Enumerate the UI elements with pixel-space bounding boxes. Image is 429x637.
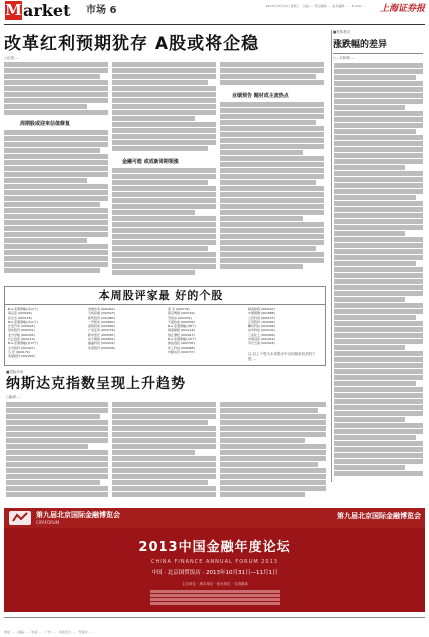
paper-name: 上海证券报 — [379, 4, 425, 14]
stock-entry: 东华科技 (002140) — [248, 328, 275, 333]
stock-entry: 精功科技 (002006) — [248, 324, 275, 329]
stock-entry: 尤夫股份 (002427) — [8, 345, 35, 350]
stock-entry: B.A.宏观策略(共8个) — [168, 324, 197, 329]
brand-rest: arket — [23, 1, 71, 20]
stock-entry: 三友化工 (600409) — [248, 332, 275, 337]
brand-initial: M — [5, 1, 22, 19]
stock-entry: 深圳机场 (000089) — [88, 324, 115, 329]
lower-text-col1 — [6, 402, 108, 502]
lead-text-col1b — [4, 130, 108, 280]
stock-entry: 华工科技 (000988) — [168, 345, 195, 350]
right-column-headline: 涨跌幅的差异 — [333, 40, 388, 50]
stock-entry: B.A.宏观策略(共11个) — [8, 307, 39, 311]
stock-entry: 洪城水务 (600461) — [88, 307, 115, 311]
stock-entry: 冠农股份 (600251) — [8, 328, 35, 333]
stock-entry: 海岛宏 (000526) — [8, 311, 32, 316]
stock-entry: 中国国旅 (601888) — [248, 311, 275, 316]
stock-entry: 钱江摩托 (000913) — [168, 332, 195, 337]
ad-sponsor-heading: 主办单位 · 承办单位 · 协办单位 · 支持媒体 — [181, 582, 248, 586]
lead-subhead-3: 业绩预告 题材成主流热点 — [232, 93, 289, 99]
stock-col-4 — [248, 307, 326, 346]
ad-forum-place: 中国 · 北京国贸饭店 · 2013年10月31日—11月1日 — [151, 570, 278, 576]
masthead — [0, 0, 429, 28]
stock-entry: 民生水 (600118) — [8, 315, 32, 320]
ad-sponsor-list — [150, 590, 280, 608]
ad-org-name: 第九届北京国际金融博览会 — [36, 511, 120, 519]
lead-byline: ○记者 ... — [4, 56, 19, 60]
stock-entry: 新筑股份 (002480) — [88, 315, 115, 320]
stock-panel-rule — [4, 304, 326, 305]
ad-forum-title-en: CHINA FINANCE ANNUAL FORUM 2013 — [151, 559, 278, 565]
ad-forum-title: 2013中国金融年度论坛 — [138, 540, 291, 555]
lead-subhead-2: 金融可能 或成新周期领涨 — [122, 159, 179, 165]
stock-entry: 福晶科技 (002222) — [88, 341, 115, 346]
stock-entry: 燕京啤酒 (000729) — [168, 311, 195, 316]
section-label: 市场 6 — [86, 5, 117, 16]
stock-entry: B.A.宏观策略(共11个) — [8, 319, 39, 324]
page-footer — [4, 617, 425, 634]
stock-entry: 长安汽车 (000625) — [8, 324, 35, 329]
stock-panel-title: 本周股评家最 好的个股 — [98, 289, 224, 302]
lead-text-col3 — [220, 62, 324, 90]
stock-entry: B.A.宏观策略(共9个) — [168, 337, 197, 342]
stock-col-1 — [8, 307, 86, 359]
stock-entry: 广发证券 (000776) — [88, 328, 115, 333]
lead-text-col2b — [112, 168, 216, 280]
right-column-rule — [333, 53, 423, 54]
stock-entry: 天桥起重 (002523) — [88, 311, 115, 316]
stock-entry: 汇冠股份 (300282) — [248, 319, 275, 324]
stock-entry: 一汽轿车 (000800) — [88, 319, 115, 324]
stock-entry: 苏泊尔 (002032) — [168, 315, 192, 320]
edition-info: 2013年10月30日 星期三 · 主编:...· 责任编辑: ... 美术编辑: ... · E-mail: ... — [265, 4, 366, 8]
lead-text-col2 — [112, 62, 216, 156]
stock-entry: 天富热电 (600509) — [168, 319, 195, 324]
right-column-tag: ■机构观点 — [333, 30, 351, 34]
stock-col-2 — [88, 307, 166, 350]
ad-org-name-en: CIFAFORUM — [36, 520, 60, 525]
cifa-logo-icon — [8, 509, 32, 527]
stock-panel-note: 注:以上个股为本周股评中出现频率较高的个股,... — [248, 352, 316, 361]
stock-col-3 — [168, 307, 246, 354]
stock-entry: 兰花科创 (600123) — [248, 315, 275, 320]
stock-entry: 五 洋 (600179) — [8, 349, 30, 354]
right-column-byline: ○...分析师 ... — [333, 56, 355, 60]
lead-headline: 改革红利预期犹存 A股或将企稳 — [4, 34, 260, 54]
stock-entry: 兆驰股份 (002429) — [8, 354, 35, 359]
footer-text: 地址: ... · 邮编: ... · 电话: ... · 广告: ... · 本报发行: ... · 零售价: ... — [4, 630, 93, 634]
stock-entry: 中国远洋 (601919) — [248, 337, 275, 342]
stock-entry: 北方导航 (600435) — [8, 332, 35, 337]
stock-entry: 东方明珠 (600832) — [88, 337, 115, 342]
lead-text-col1 — [4, 62, 108, 118]
stock-entry: 长江投资 (600119) — [8, 337, 35, 342]
masthead-rule — [4, 24, 425, 25]
lead-text-col3b — [220, 102, 324, 280]
lower-text-col3 — [220, 402, 326, 502]
stock-entry: 联美控股 (600167) — [248, 307, 275, 311]
stock-entry: 中粮屯河 (600737) — [168, 349, 195, 354]
right-column-text — [334, 63, 423, 481]
stock-entry: 海南橡胶 (601118) — [168, 328, 195, 333]
stock-entry: 苏宁云商 (002024) — [248, 341, 275, 346]
stock-entry: 华西股份 (000936) — [88, 345, 115, 350]
lower-text-col2 — [112, 402, 216, 502]
stock-entry: 新华医疗 (600587) — [88, 332, 115, 337]
lower-article-tag: ■国际市场 — [6, 370, 24, 374]
lead-subhead-1: 周期股或迎来估值修复 — [20, 121, 71, 127]
ad-right-label: 第九届北京国际金融博览会 — [337, 512, 421, 520]
stock-entry: B.A.宏观策略(共13个) — [8, 341, 39, 346]
stock-entry: 鲁信创投 (600783) — [168, 341, 195, 346]
lower-article-headline: 纳斯达克指数呈现上升趋势 — [6, 376, 186, 392]
lower-article-byline: ○编译 ... — [6, 395, 21, 399]
stock-entry: 泰 禾 (000732) — [168, 307, 190, 311]
